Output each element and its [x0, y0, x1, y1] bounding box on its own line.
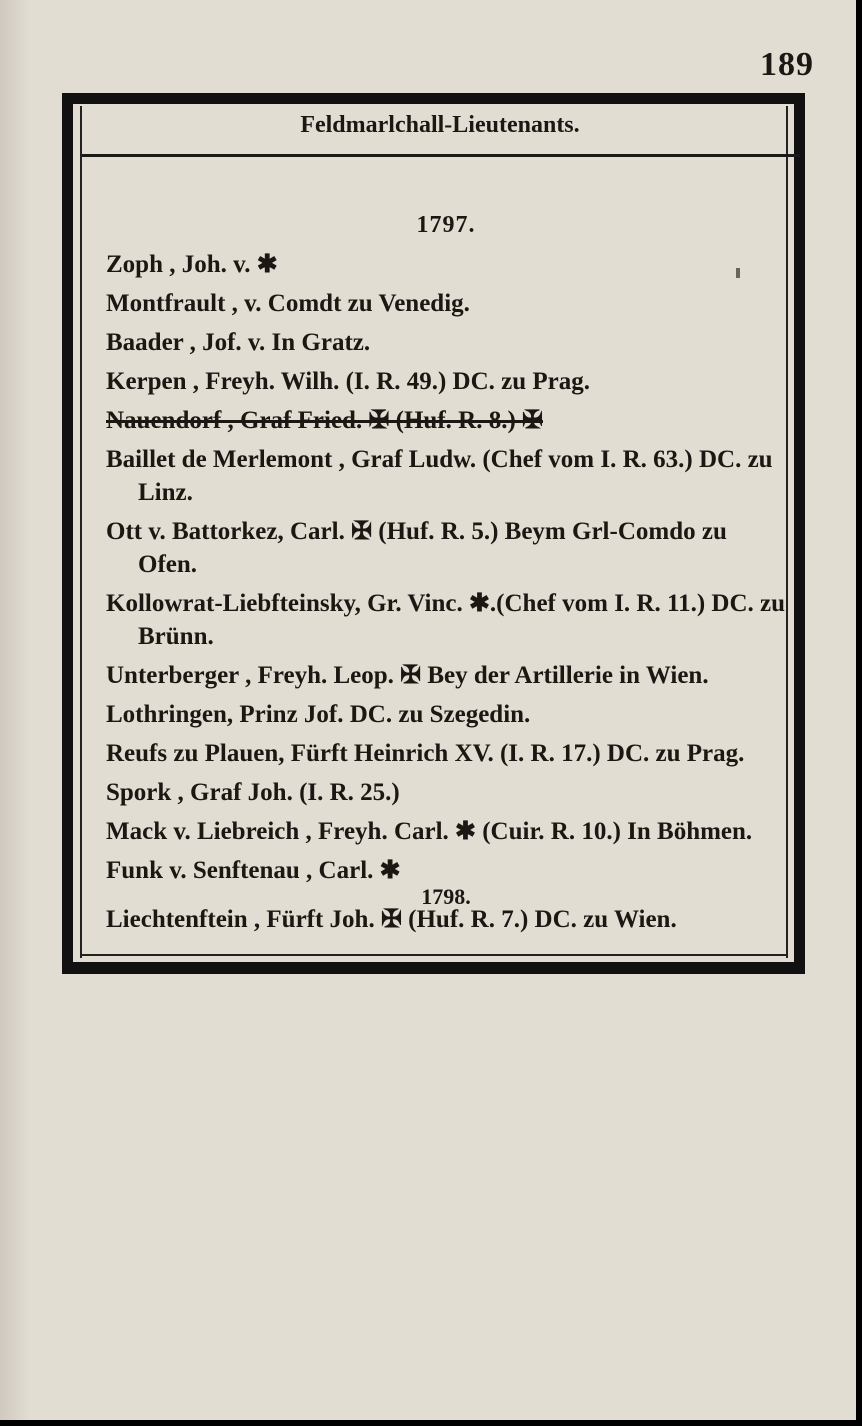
list-item: Reufs zu Plauen, Fürft Heinrich XV. (I. R. 17.) DC. zu Prag.	[106, 740, 745, 767]
frame-bottom-thick-rule	[62, 962, 805, 974]
list-item: Kollowrat-Liebfteinsky, Gr. Vinc. ✱.(Chef vom I. R. 11.) DC. zu Brünn.	[106, 590, 786, 650]
frame-right-thick-rule	[794, 93, 805, 974]
frame-inner-bottom-rule	[80, 954, 788, 956]
list-item: Unterberger , Freyh. Leop. ✠ Bey der Artillerie in Wien.	[106, 662, 709, 689]
list-item: Spork , Graf Joh. (I. R. 25.)	[106, 779, 400, 806]
frame-inner-left-rule	[80, 106, 82, 958]
page-speck	[736, 268, 740, 278]
entry-list	[106, 208, 786, 944]
list-item: Kerpen , Freyh. Wilh. (I. R. 49.) DC. zu Prag.	[106, 368, 591, 395]
list-item: Liechtenftein , Fürft Joh. ✠ (Huf. R. 7.) DC. zu Wien.	[106, 906, 677, 933]
list-item: Baader , Jof. v. In Gratz.	[106, 329, 371, 356]
list-item-struck: Nauendorf , Graf Fried. ✠ (Huf. R. 8.) ✠	[106, 407, 543, 434]
list-item: Mack v. Liebreich , Freyh. Carl. ✱ (Cuir. R. 10.) In Böhmen.	[106, 818, 753, 845]
frame-top-thick-rule	[62, 93, 805, 104]
year-heading-1797: 1797.	[416, 212, 476, 238]
heading-rule	[82, 154, 800, 157]
page-number: 189	[760, 46, 814, 83]
section-heading: Feldmarlchall-Lieutenants.	[300, 112, 580, 138]
list-item: Baillet de Merlemont , Graf Ludw. (Chef vom I. R. 63.) DC. zu Linz.	[106, 446, 773, 506]
frame-left-thick-rule	[62, 93, 73, 974]
year-heading-1798: 1798.	[421, 884, 471, 909]
frame-inner-right-rule	[786, 106, 788, 958]
list-item: Funk v. Senftenau , Carl. ✱	[106, 857, 401, 884]
list-item: Zoph , Joh. v. ✱	[106, 251, 278, 278]
list-item: Lothringen, Prinz Jof. DC. zu Szegedin.	[106, 701, 531, 728]
gutter-shadow	[0, 0, 30, 1420]
list-item: Montfrault , v. Comdt zu Venedig.	[106, 290, 470, 317]
list-item: Ott v. Battorkez, Carl. ✠ (Huf. R. 5.) Beym Grl-Comdo zu Ofen.	[106, 518, 727, 578]
